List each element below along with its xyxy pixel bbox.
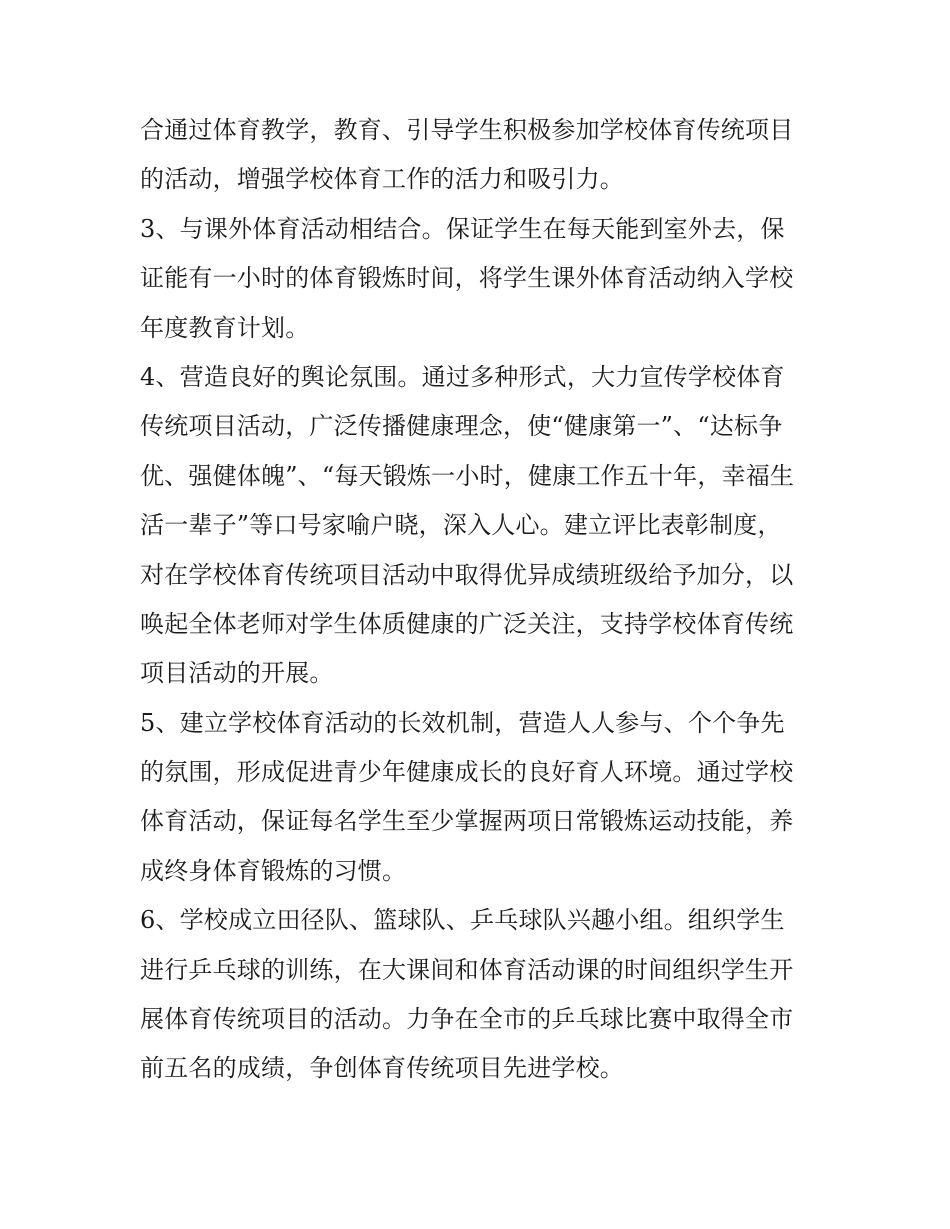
text-line: 4、营造良好的舆论氛围。通过多种形式，大力宣传学校体育 — [140, 362, 785, 391]
text-line: 传统项目活动，广泛传播健康理念，使“健康第一”、“达标争 — [140, 412, 783, 441]
text-line: 的氛围，形成促进青少年健康成长的良好育人环境。通过学校 — [140, 758, 794, 787]
text-line: 进行乒乓球的训练，在大课间和体育活动课的时间组织学生开 — [140, 955, 794, 984]
text-line: 5、建立学校体育活动的长效机制，营造人人参与、个个争先 — [140, 708, 785, 737]
text-line: 项目活动的开展。 — [140, 659, 334, 688]
document-body — [140, 106, 820, 1094]
text-line: 成终身体育锻炼的习惯。 — [140, 856, 407, 885]
text-line: 对在学校体育传统项目活动中取得优异成绩班级给予加分，以 — [140, 560, 794, 589]
text-line: 合通过体育教学，教育、引导学生积极参加学校体育传统项目 — [140, 116, 794, 144]
text-line: 展体育传统项目的活动。力争在全市的乒乓球比赛中取得全市 — [140, 1005, 794, 1034]
text-line: 前五名的成绩，争创体育传统项目先进学校。 — [140, 1054, 624, 1083]
text-line: 的活动，增强学校体育工作的活力和吸引力。 — [140, 165, 624, 194]
text-line: 体育活动，保证每名学生至少掌握两项日常锻炼运动技能，养 — [140, 807, 794, 836]
text-line: 证能有一小时的体育锻炼时间，将学生课外体育活动纳入学校 — [140, 264, 794, 293]
text-line: 年度教育计划。 — [140, 313, 310, 342]
text-line: 活一辈子”等口号家喻户晓，深入人心。建立评比表彰制度， — [140, 511, 782, 540]
text-line: 唤起全体老师对学生体质健康的广泛关注，支持学校体育传统 — [140, 609, 794, 638]
text-line: 6、学校成立田径队、篮球队、乒乓球队兴趣小组。组织学生 — [140, 906, 785, 935]
text-line: 优、强健体魄”、“每天锻炼一小时，健康工作五十年，幸福生 — [140, 461, 795, 490]
text-line: 3、与课外体育活动相结合。保证学生在每天能到室外去，保 — [140, 214, 785, 243]
